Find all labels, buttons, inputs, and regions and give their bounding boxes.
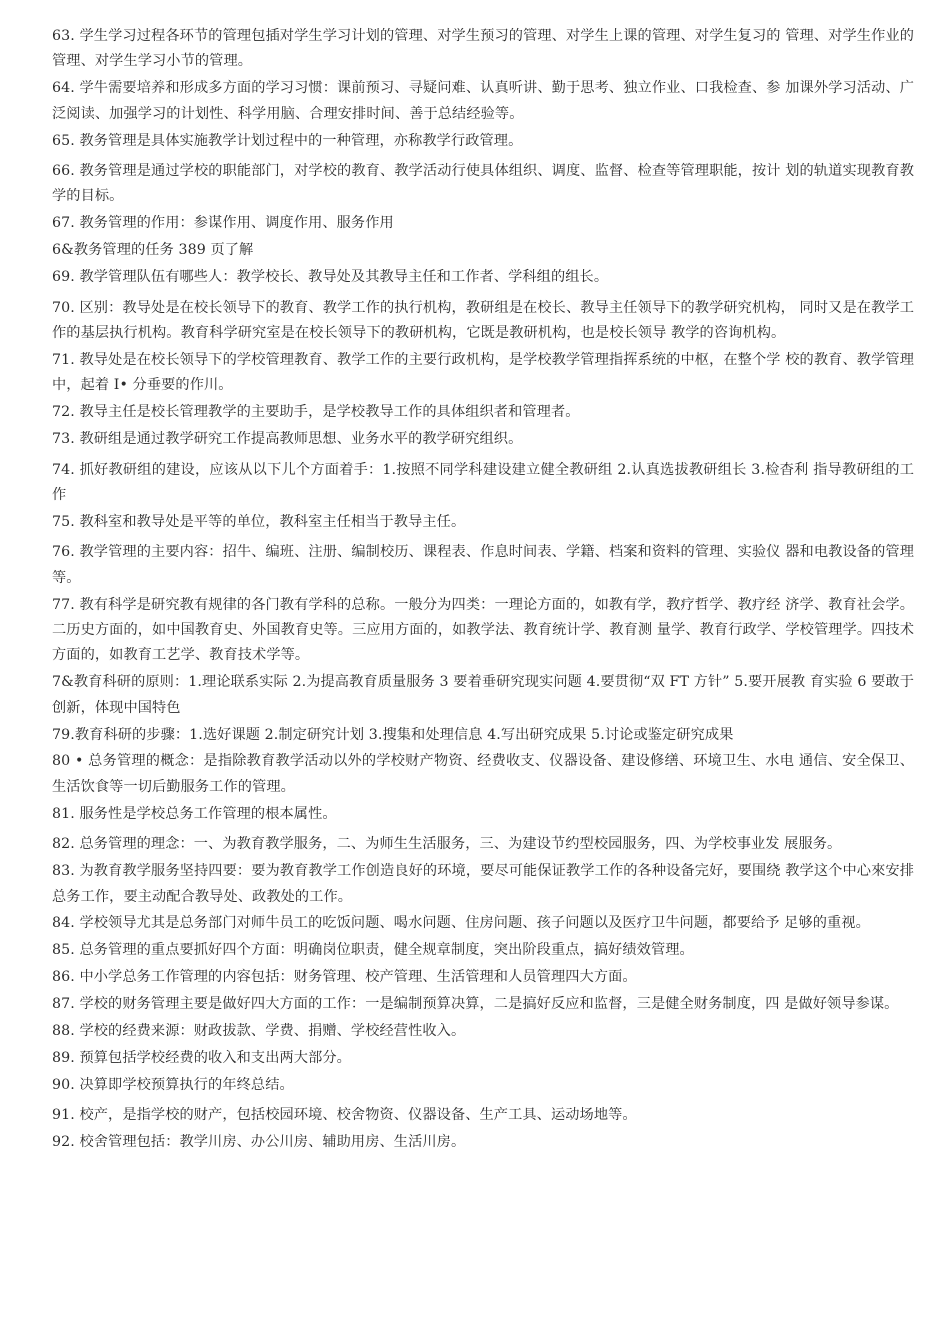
list-item: 85. 总务管理的重点要抓好四个方面：明确岗位职责，健全规章制度，突出阶段重点，搞好绩效管理。 [52,942,694,959]
list-item: 88. 学校的经费来源：财政拔款、学费、捐赠、学校经营性收入。 [52,1023,466,1040]
list-item: 64. 学牛需要培养和形成多方面的学习习惯：课前预习、寻疑问难、认真听讲、勤于思考、独立作业、口我检查、参 加课外学习活动、广泛阅读、加强学习的计划性、科学用脑、合理安排时间、善于总结经验等。 [52,80,914,122]
list-item: 83. 为教育教学服务坚持四要：要为教育教学工作创造良好的环境，要尽可能保证教学工作的各种设备完好，要围绕 教学这个中心來安排总务工作，要主动配合教导处、政教处的工作。 [52,863,914,905]
list-item: 72. 教导主任是校长管理教学的主要助手，是学校教导工作的具体组织者和管理者。 [52,404,580,421]
list-item: 75. 教科室和教导处是平等的单位，教科室主任相当于教导主任。 [52,513,466,530]
list-item: 69. 教学管理队伍有哪些人：教学校长、教导处及其教导主任和工作者、学科组的组长。 [52,269,609,286]
list-item: 89. 预算包括学校经费的收入和支出两大部分。 [52,1049,351,1066]
list-item: 81. 服务性是学校总务工作管理的根本属性。 [52,805,337,822]
document-page [52,24,914,1157]
list-item: 86. 中小学总务工作管理的内容包括：财务管理、校产管理、生活管理和人员管理四大方面。 [52,969,637,986]
list-item: 73. 教研组是通过教学研究工作提高教师思想、业务水平的教学研究组织。 [52,431,523,448]
list-item: 67. 教务管理的作用：参谋作用、调度作用、服务作用 [52,215,394,232]
list-item: 74. 抓好教研组的建设，应该从以下儿个方面着手：1.按照不同学科建设建立健全教研组 2.认真选拔教研组长 3.检杳利 指导教研组的工作 [52,461,914,503]
list-item: 84. 学校领导尤其是总务部门对师牛员工的吃饭问题、喝水问题、住房问题、孩子问题以及医疗卫牛问题，都要给予 足够的重视。 [52,915,870,932]
list-item: 6&教务管理的任务 389 页了解 [52,242,254,259]
list-item: 80 • 总务管理的概念：是指除教育教学活动以外的学校财产物资、经费收支、仪器设备、建设修缮、环境卫生、水电 通信、安全保卫、生活饮食等一切后勤服务工作的管理。 [52,753,914,795]
list-item: 63. 学生学习过程各环节的管理包插对学生学习计划的管理、对学生预习的管理、对学生上课的管理、对学生复习的 管理、对学生作业的管理、对学生学习小节的管理。 [52,28,914,70]
list-item: 91. 校产，是指学校的财产，包括校园环境、校舍物资、仪器设备、生产工具、运动场地等。 [52,1107,637,1124]
list-item: 77. 教有科学是研究教有规律的各门教有学科的总称。一般分为四类：一理论方面的，如教有学，教疗哲学、教疗经 济学、教育社会学。二历史方面的，如中国教育史、外国教育史等。三应用方面的，如教学法、教育统计学、教育测 量学、教育行政学、学校管理学。四技术方面的，如教育工艺学、教育技术学等。 [52,596,914,664]
list-item: 92. 校舍管理包括：教学川房、办公川房、辅助用房、生活川房。 [52,1134,466,1151]
list-item: 65. 教务管理是具体实施教学计划过程中的一种管理，亦称教学行政管理。 [52,132,523,149]
list-item: 82. 总务管理的理念：一、为教育教学服务，二、为师生生活服务，三、为建设节约型校园服务，四、为学校事业发 展服务。 [52,836,842,853]
list-item: 66. 教务管理是通过学校的职能部门，对学校的教育、教学活动行使具体组织、调度、监督、检查等管理职能，按计 划的轨道实现教育教学的目标。 [52,163,914,205]
list-item: 90. 决算即学校预算执行的年终总结。 [52,1076,294,1093]
list-item: 87. 学校的财务管理主要是做好四大方面的工作：一是编制预算决算，二是搞好反应和监督，三是健全财务制度，四 是做好领导参谋。 [52,996,899,1013]
list-item: 71. 教导处是在校长领导下的学校管理教育、教学工作的主要行政机构，是学校教学管理指挥系统的中枢，在整个学 校的教育、教学管理中，起着 I• 分垂要的作川。 [52,351,914,394]
list-item: 70. 区别：教导处是在校长领导下的教育、教学工作的执行机构，教研组是在校长、教导主任领导下的教学研究机构， 同时又是在教学工作的基层执行机构。教育科学研究室是在校长领导下的教研机构，它既是教研机构，也是校长领导 教学的咨询机构。 [52,299,914,341]
list-item: 7&教育科研的原则：1.理论联系实际 2.为提高教育质量服务 3 要着垂研究现实问题 4.要贯彻“双 FT 方针” 5.要开展教 育实验 6 要敢于创新，体现中国特色 [52,674,914,716]
list-item: 76. 教学管理的主要内容：招牛、编班、注册、编制校历、课程表、作息时间表、学籍、档案和资料的管理、实验仪 器和电教设备的管理等。 [52,544,914,586]
list-item: 79.教育科研的步骤：1.选好课题 2.制定研究计划 3.搜集和处理信息 4.写出研究成果 5.讨论或鉴定研究成果 [52,726,734,743]
